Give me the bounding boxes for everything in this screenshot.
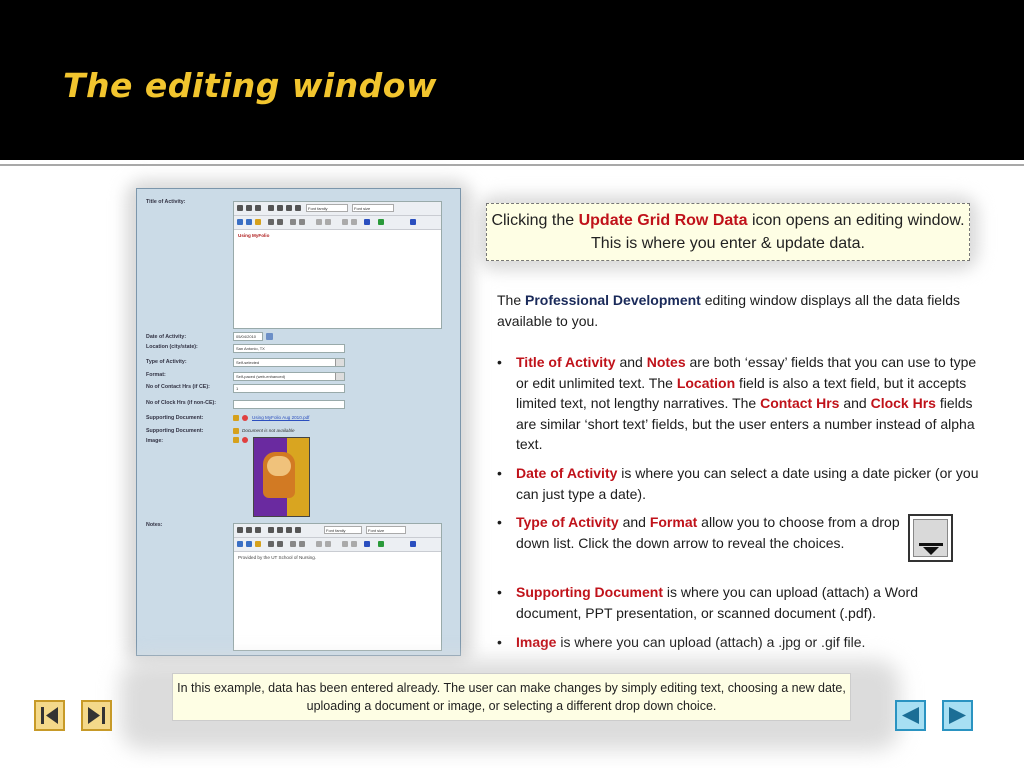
type-of-activity-value: Self-selected	[236, 360, 260, 365]
format-select[interactable]	[233, 372, 345, 381]
supporting-document-link[interactable]: Using MyFolio Aug 2010.pdf	[252, 415, 310, 420]
bullet-text-segment: is where you can upload (attach) a .jpg or .gif file.	[556, 634, 866, 650]
bullet-dot: •	[497, 465, 502, 481]
field-name-highlight: Clock Hrs	[870, 395, 936, 411]
paste-icon[interactable]	[255, 219, 261, 225]
field-name-highlight: Title of Activity	[516, 354, 616, 370]
bullet-text	[516, 512, 901, 553]
italic-icon[interactable]	[246, 205, 252, 211]
format-value: Self-paced (web-enhanced)	[236, 374, 286, 379]
number-list-icon[interactable]	[277, 219, 283, 225]
delete-icon[interactable]	[242, 415, 248, 421]
align-right-icon[interactable]	[286, 527, 292, 533]
title-editor-text: Using MyFolio	[238, 233, 270, 238]
bullet-text-segment: allow you to choose from a drop down list. Click the down arrow to reveal the choices.	[516, 514, 900, 551]
justify-icon[interactable]	[295, 205, 301, 211]
highlight-icon[interactable]	[378, 219, 384, 225]
field-name-highlight: Date of Activity	[516, 465, 618, 481]
label-image: Image:	[146, 438, 164, 444]
footer-note: In this example, data has been entered already. The user can make changes by simply editing text, choosing a new date, uploading a document or image, or selecting a different drop down choice.	[172, 673, 851, 721]
align-left-icon[interactable]	[268, 527, 274, 533]
type-of-activity-select[interactable]	[233, 358, 345, 367]
text-color-icon[interactable]	[364, 541, 370, 547]
bullet-text-segment: and	[839, 395, 871, 411]
redo-icon[interactable]	[325, 219, 331, 225]
delete-icon[interactable]	[242, 437, 248, 443]
bullet-text	[516, 352, 986, 455]
label-location: Location (city/state):	[146, 344, 198, 350]
underline-icon[interactable]	[255, 527, 261, 533]
date-field[interactable]: 05/04/2010	[233, 332, 263, 341]
field-name-highlight: Format	[649, 514, 698, 530]
bullet-list-icon[interactable]	[268, 219, 274, 225]
outdent-icon[interactable]	[290, 219, 296, 225]
bullet-dot: •	[497, 514, 502, 530]
outdent-icon[interactable]	[290, 541, 296, 547]
dropdown-arrow-icon	[908, 514, 953, 562]
field-name-highlight: Notes	[646, 354, 686, 370]
uploaded-image-thumbnail	[253, 437, 310, 517]
bullet-text	[516, 582, 986, 623]
dropdown-arrow-bar	[919, 543, 943, 546]
field-name-highlight: Location	[676, 374, 736, 391]
field-name-highlight: Image	[516, 634, 557, 650]
justify-icon[interactable]	[295, 527, 301, 533]
chevron-down-icon[interactable]	[335, 373, 344, 380]
indent-icon[interactable]	[299, 541, 305, 547]
align-right-icon[interactable]	[286, 205, 292, 211]
slide-title: The editing window	[63, 66, 437, 105]
field-name-highlight: Contact Hrs	[760, 395, 840, 411]
editor-toolbar-row-2	[234, 216, 441, 230]
font-family-select[interactable]: Font family	[306, 204, 348, 212]
align-center-icon[interactable]	[277, 205, 283, 211]
document-not-available-note: Document is not available	[242, 428, 295, 433]
paste-icon[interactable]	[255, 541, 261, 547]
title-editor[interactable]	[233, 201, 442, 329]
label-title-of-activity: Title of Activity:	[146, 199, 186, 205]
italic-icon[interactable]	[246, 527, 252, 533]
field-name-highlight: Type of Activity	[516, 514, 619, 530]
cut-icon[interactable]	[237, 219, 243, 225]
callout-text-end: icon opens an editing window. This is where you enter & update data.	[591, 212, 965, 252]
intro-text-end: editing window displays all the data fields available to you.	[497, 292, 960, 329]
upload-icon[interactable]	[233, 415, 239, 421]
notes-editor-text: Provided by the UT School of Nursing.	[238, 555, 317, 560]
contact-hrs-field[interactable]: 1	[233, 384, 345, 393]
callout-text-start: Clicking the	[491, 212, 579, 229]
tiger-face	[267, 456, 291, 476]
bullet-text-segment: field is also a text field, but it accepts limited text, not lengthy narratives. The	[516, 374, 967, 411]
label-notes: Notes:	[146, 522, 163, 528]
text-color-icon[interactable]	[364, 219, 370, 225]
notes-editor[interactable]	[233, 523, 442, 651]
label-type-of-activity: Type of Activity:	[146, 359, 187, 365]
previous-slide-button[interactable]	[895, 700, 926, 731]
notes-toolbar-row-2	[234, 538, 441, 552]
first-slide-button[interactable]	[34, 700, 65, 731]
callout-box	[486, 203, 970, 261]
bullet-dot: •	[497, 584, 502, 600]
unlink-icon[interactable]	[351, 541, 357, 547]
intro-highlight: Professional Development	[525, 292, 701, 308]
label-supporting-document-2: Supporting Document:	[146, 428, 204, 434]
indent-icon[interactable]	[299, 219, 305, 225]
bullet-text-segment: fields are similar ‘short text’ fields, but the user enters a number instead of alpha text.	[516, 395, 975, 452]
previous-arrow-icon	[899, 704, 922, 727]
undo-icon[interactable]	[316, 541, 322, 547]
clock-hrs-field[interactable]	[233, 400, 345, 409]
bullet-text	[516, 463, 986, 504]
bullet-text-segment: is where you can upload (attach) a Word document, PPT presentation, or scanned document (.pdf).	[516, 584, 918, 621]
first-slide-icon	[38, 704, 61, 727]
next-arrow-icon	[946, 704, 969, 727]
bullet-list-icon[interactable]	[268, 541, 274, 547]
underline-icon[interactable]	[255, 205, 261, 211]
redo-icon[interactable]	[325, 541, 331, 547]
cut-icon[interactable]	[237, 541, 243, 547]
upload-icon[interactable]	[233, 437, 239, 443]
dropdown-arrow-panel	[913, 519, 948, 557]
highlight-icon[interactable]	[378, 541, 384, 547]
number-list-icon[interactable]	[277, 541, 283, 547]
undo-icon[interactable]	[316, 219, 322, 225]
bold-icon[interactable]	[237, 527, 243, 533]
upload-icon[interactable]	[233, 428, 239, 434]
bold-icon[interactable]	[237, 205, 243, 211]
bullet-text-segment: and	[615, 354, 647, 370]
bullet-text-segment: and	[618, 514, 650, 530]
label-format: Format:	[146, 372, 166, 378]
format-icon[interactable]	[410, 219, 416, 225]
font-size-select[interactable]: Font size	[352, 204, 394, 212]
intro-text-start: The	[497, 292, 526, 308]
bullet-text	[516, 632, 986, 653]
copy-icon[interactable]	[246, 219, 252, 225]
unlink-icon[interactable]	[351, 219, 357, 225]
last-slide-icon	[85, 704, 108, 727]
last-slide-button[interactable]	[81, 700, 112, 731]
align-left-icon[interactable]	[268, 205, 274, 211]
bullet-dot: •	[497, 634, 502, 650]
copy-icon[interactable]	[246, 541, 252, 547]
format-icon[interactable]	[410, 541, 416, 547]
bullet-text-segment: is where you can select a date using a date picker (or you can just type a date).	[516, 465, 979, 502]
label-contact-hrs: No of Contact Hrs (if CE):	[146, 384, 210, 390]
bullet-text-segment: are both ‘essay’ fields that you can use to type or edit unlimited text. The	[516, 354, 977, 391]
intro-paragraph	[497, 290, 992, 331]
chevron-down-icon[interactable]	[335, 359, 344, 366]
label-clock-hrs: No of Clock Hrs (if non-CE):	[146, 400, 217, 406]
label-supporting-document-1: Supporting Document:	[146, 415, 204, 421]
divider-gray	[0, 164, 1024, 166]
calendar-icon[interactable]	[266, 333, 273, 340]
callout-highlight: Update Grid Row Data	[578, 212, 748, 229]
font-size-select[interactable]: Font size	[366, 526, 406, 534]
location-field[interactable]: San Antonio, TX	[233, 344, 345, 353]
editor-toolbar	[234, 202, 441, 216]
align-center-icon[interactable]	[277, 527, 283, 533]
field-name-highlight: Supporting Document	[516, 584, 663, 600]
label-date-of-activity: Date of Activity:	[146, 334, 187, 340]
bullet-dot: •	[497, 354, 502, 370]
next-slide-button[interactable]	[942, 700, 973, 731]
link-icon[interactable]	[342, 541, 348, 547]
dropdown-arrow-triangle	[923, 547, 939, 555]
font-family-select[interactable]: Font family	[324, 526, 362, 534]
notes-toolbar	[234, 524, 441, 538]
editing-window-screenshot	[136, 188, 461, 656]
link-icon[interactable]	[342, 219, 348, 225]
